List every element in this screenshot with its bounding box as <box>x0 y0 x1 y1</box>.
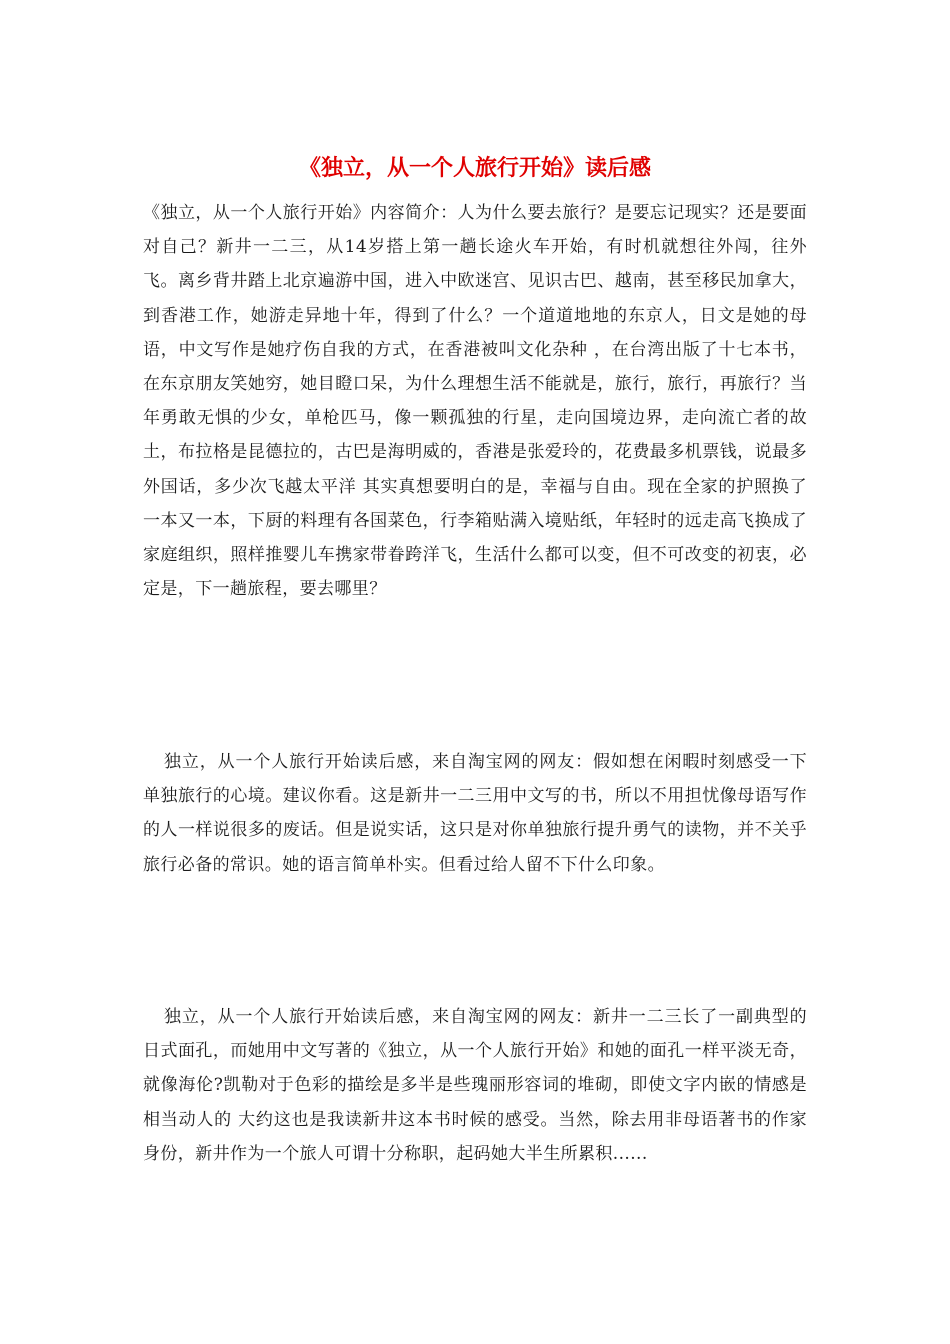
paragraph-review-1: 独立，从一个人旅行开始读后感，来自淘宝网的网友：假如想在闲暇时刻感受一下单独旅行的心境。建议你看。这是新井一二三用中文写的书，所以不用担忧像母语写作的人一样说很多的废话。但是说实话，这只是对你单独旅行提升勇气的读物，并不关乎旅行必备的常识。她的语言简单朴实。但看过给人留不下什么印象。 <box>143 752 807 875</box>
paragraph-intro: 《独立，从一个人旅行开始》内容简介：人为什么要去旅行？是要忘记现实？还是要面对自己？新井一二三，从14岁搭上第一趟长途火车开始，有时机就想往外闯，往外飞。离乡背井踏上北京遍游中国，进入中欧迷宫、见识古巴、越南，甚至移民加拿大，到香港工作，她游走异地十年，得到了什么？一个道道地地的东京人，日文是她的母语，中文写作是她疗伤自我的方式，在香港被叫文化杂种 ，在台湾出版了十七本书，在东京朋友笑她穷，她目瞪口呆，为什么理想生活不能就是，旅行，旅行，再旅行？当年勇敢无惧的少女，单枪匹马，像一颗孤独的行星，走向国境边界，走向流亡者的故土，布拉格是昆德拉的，古巴是海明威的，香港是张爱玲的，花费最多机票钱，说最多外国话，多少次飞越太平洋 其实真想要明白的是，幸福与自由。现在全家的护照换了一本又一本，下厨的料理有各国菜色，行李箱贴满入境贴纸，年轻时的远走高飞换成了家庭组织，照样推婴儿车携家带眷跨洋飞，生活什么都可以变，但不可改变的初衷，必定是，下一趟旅程，要去哪里？ <box>143 203 807 600</box>
document-title: 《独立，从一个人旅行开始》读后感 <box>298 155 651 181</box>
paragraph-review-2: 独立，从一个人旅行开始读后感，来自淘宝网的网友：新井一二三长了一副典型的日式面孔，而她用中文写著的《独立，从一个人旅行开始》和她的面孔一样平淡无奇，就像海伦?凯勒对于色彩的描绘是多半是些瑰丽形容词的堆砌，即使文字内嵌的情感是相当动人的 大约这也是我读新井这本书时候的感受。当然，除去用非母语著书的作家身份，新井作为一个旅人可谓十分称职，起码她大半生所累积...... <box>143 1007 807 1164</box>
